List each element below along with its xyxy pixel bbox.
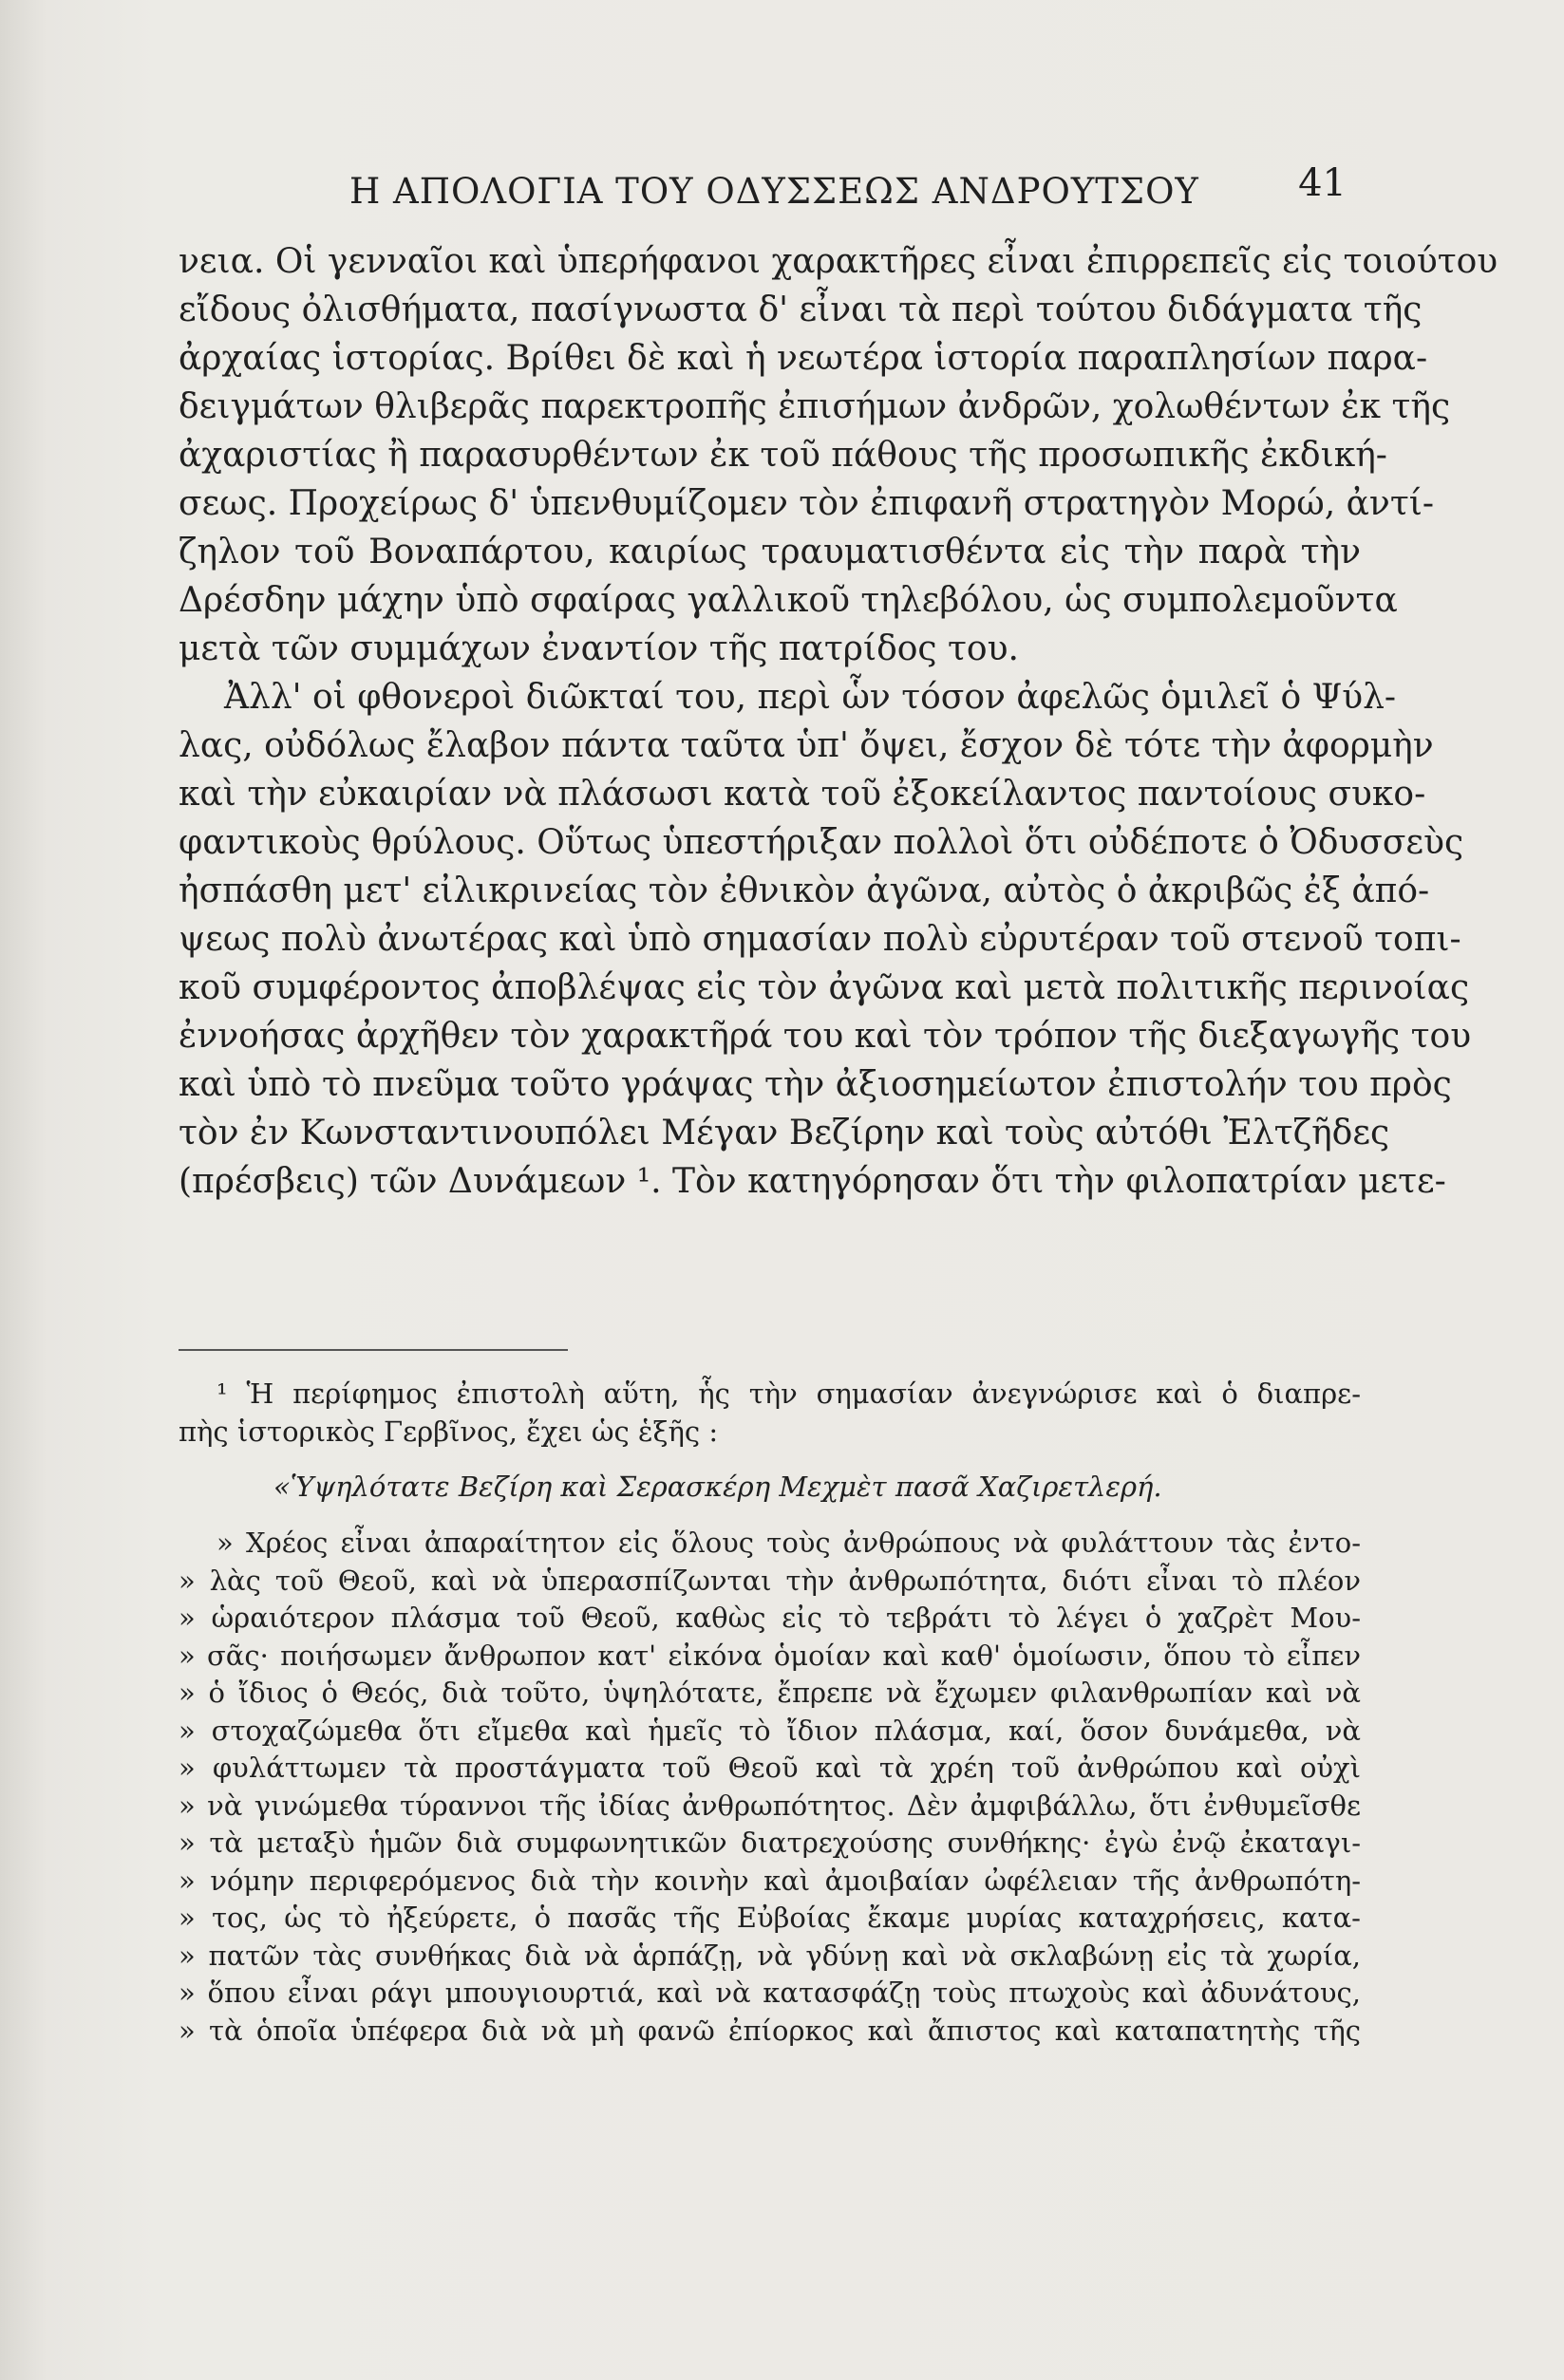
body-line: καὶ ὑπὸ τὸ πνεῦμα τοῦτο γράψας τὴν ἀξιοσημείωτον ἐπιστολήν του πρὸς: [179, 1065, 1452, 1104]
body-line: νεια. Οἱ γενναῖοι καὶ ὑπερήφανοι χαρακτῆρες εἶναι ἐπιρρεπεῖς εἰς τοιούτου: [179, 242, 1498, 281]
running-title: Η ΑΠΟΛΟΓΙΑ ΤΟΥ ΟΔΥΣΣΕΩΣ ΑΝΔΡΟΥΤΣΟΥ: [349, 171, 1199, 212]
body-line: Δρέσδην μάχην ὑπὸ σφαίρας γαλλικοῦ τηλεβόλου, ὡς συμπολεμοῦντα: [179, 581, 1398, 620]
body-line: Ἀλλ' οἱ φθονεροὶ διῶκταί του, περὶ ὧν τόσον ἀφελῶς ὁμιλεῖ ὁ Ψύλ-: [224, 678, 1397, 717]
letter-line: » νὰ γινώμεθα τύραννοι τῆς ἰδίας ἀνθρωπότητος. Δὲν ἀμφιβάλλω, ὅτι ἐνθυμεῖσθε: [179, 1789, 1361, 1822]
letter-line: » τος, ὡς τὸ ἠξεύρετε, ὁ πασᾶς τῆς Εὐβοίας ἔκαμε μυρίας καταχρήσεις, κατα-: [179, 1902, 1361, 1934]
body-line: μετὰ τῶν συμμάχων ἐναντίον τῆς πατρίδος του.: [179, 629, 1019, 668]
letter-line: » νόμην περιφερόμενος διὰ τὴν κοινὴν καὶ ἀμοιβαίαν ὠφέλειαν τῆς ἀνθρωπότη-: [179, 1864, 1361, 1897]
letter-line: » Χρέος εἶναι ἀπαραίτητον εἰς ὅλους τοὺς ἀνθρώπους νὰ φυλάττουν τὰς ἐντο-: [217, 1527, 1361, 1559]
letter-line: » ὅπου εἶναι ράγι μπουγιουρτιά, καὶ νὰ κατασφάζῃ τοὺς πτωχοὺς καὶ ἀδυνάτους,: [179, 1977, 1361, 2009]
letter-line: » ὁ ἴδιος ὁ Θεός, διὰ τοῦτο, ὑψηλότατε, ἔπρεπε νὰ ἔχωμεν φιλανθρωπίαν καὶ νὰ: [179, 1677, 1361, 1709]
body-line: (πρέσβεις) τῶν Δυνάμεων ¹. Τὸν κατηγόρησαν ὅτι τὴν φιλοπατρίαν μετε-: [179, 1162, 1446, 1201]
body-line: ἀχαριστίας ἢ παρασυρθέντων ἐκ τοῦ πάθους τῆς προσωπικῆς ἐκδική-: [179, 436, 1387, 475]
body-line: ἐννοήσας ἀρχῆθεν τὸν χαρακτῆρά του καὶ τὸν τρόπον τῆς διεξαγωγῆς του: [179, 1017, 1472, 1056]
body-line: εἴδους ὀλισθήματα, πασίγνωστα δ' εἶναι τὰ περὶ τούτου διδάγματα τῆς: [179, 290, 1423, 329]
footnote-line: ¹ Ἡ περίφημος ἐπιστολὴ αὕτη, ἧς τὴν σημασίαν ἀνεγνώρισε καὶ ὁ διαπρε-: [217, 1377, 1361, 1410]
letter-line: » τὰ μεταξὺ ἡμῶν διὰ συμφωνητικῶν διατρεχούσης συνθήκης· ἐγὼ ἐνῷ ἐκαταγι-: [179, 1827, 1361, 1859]
body-line: ζηλον τοῦ Βοναπάρτου, καιρίως τραυματισθέντα εἰς τὴν παρὰ τὴν: [179, 533, 1361, 572]
letter-line: » ὡραιότερον πλάσμα τοῦ Θεοῦ, καθὼς εἰς τὸ τεβράτι τὸ λέγει ὁ χαζρὲτ Μου-: [179, 1602, 1361, 1634]
letter-line: » λὰς τοῦ Θεοῦ, καὶ νὰ ὑπερασπίζωνται τὴν ἀνθρωπότητα, διότι εἶναι τὸ πλέον: [179, 1564, 1361, 1597]
letter-line: » τὰ ὁποῖα ὑπέφερα διὰ νὰ μὴ φανῶ ἐπίορκος καὶ ἄπιστος καὶ καταπατητὴς τῆς: [179, 2014, 1361, 2047]
page-header: [179, 161, 1356, 228]
footnote: [179, 1375, 1361, 2050]
body-line: λας, οὐδόλως ἔλαβον πάντα ταῦτα ὑπ' ὄψει, ἔσχον δὲ τότε τὴν ἀφορμὴν: [179, 726, 1434, 765]
letter-line: » φυλάττωμεν τὰ προστάγματα τοῦ Θεοῦ καὶ τὰ χρέη τοῦ ἀνθρώπου καὶ οὐχὶ: [179, 1752, 1361, 1784]
body-text: [179, 237, 1498, 1206]
footnote-line: πὴς ἱστορικὸς Γερβῖνος, ἔχει ὡς ἑξῆς :: [179, 1415, 719, 1448]
body-line: ἠσπάσθη μετ' εἰλικρινείας τὸν ἐθνικὸν ἀγῶνα, αὐτὸς ὁ ἀκριβῶς ἐξ ἀπό-: [179, 871, 1430, 910]
body-line: ἀρχαίας ἱστορίας. Βρίθει δὲ καὶ ἡ νεωτέρα ἱστορία παραπλησίων παρα-: [179, 339, 1428, 378]
letter-address: «Ὑψηλότατε Βεζίρη καὶ Σερασκέρη Μεχμὲτ πασᾶ Χαζιρετλερή.: [273, 1471, 1162, 1503]
letter-line: » σᾶς· ποιήσωμεν ἄνθρωπον κατ' εἰκόνα ὁμοίαν καὶ καθ' ὁμοίωσιν, ὅπου τὸ εἶπεν: [179, 1639, 1361, 1672]
page-number: 41: [1298, 161, 1347, 205]
body-line: ψεως πολὺ ἀνωτέρας καὶ ὑπὸ σημασίαν πολὺ εὐρυτέραν τοῦ στενοῦ τοπι-: [179, 920, 1461, 959]
body-line: κοῦ συμφέροντος ἀποβλέψας εἰς τὸν ἀγῶνα καὶ μετὰ πολιτικῆς περινοίας: [179, 968, 1470, 1007]
body-line: σεως. Προχείρως δ' ὑπενθυμίζομεν τὸν ἐπιφανῆ στρατηγὸν Μορώ, ἀντί-: [179, 484, 1435, 523]
body-line: φαντικοὺς θρύλους. Οὕτως ὑπεστήριξαν πολλοὶ ὅτι οὐδέποτε ὁ Ὀδυσσεὺς: [179, 823, 1464, 862]
letter-line: » πατῶν τὰς συνθήκας διὰ νὰ ἁρπάζῃ, νὰ γδύνῃ καὶ νὰ σκλαβώνῃ εἰς τὰ χωρία,: [179, 1939, 1361, 1972]
body-line: καὶ τὴν εὐκαιρίαν νὰ πλάσωσι κατὰ τοῦ ἐξοκείλαντος παντοίους συκο-: [179, 775, 1426, 814]
footnote-rule: [179, 1349, 568, 1351]
letter-text: [179, 1525, 1361, 2050]
letter-line: » στοχαζώμεθα ὅτι εἴμεθα καὶ ἡμεῖς τὸ ἴδιον πλάσμα, καί, ὅσον δυνάμεθα, νὰ: [179, 1714, 1361, 1747]
body-line: δειγμάτων θλιβερᾶς παρεκτροπῆς ἐπισήμων ἀνδρῶν, χολωθέντων ἐκ τῆς: [179, 387, 1451, 426]
body-line: τὸν ἐν Κωνσταντινουπόλει Μέγαν Βεζίρην καὶ τοὺς αὐτόθι Ἐλτζῆδες: [179, 1114, 1390, 1153]
